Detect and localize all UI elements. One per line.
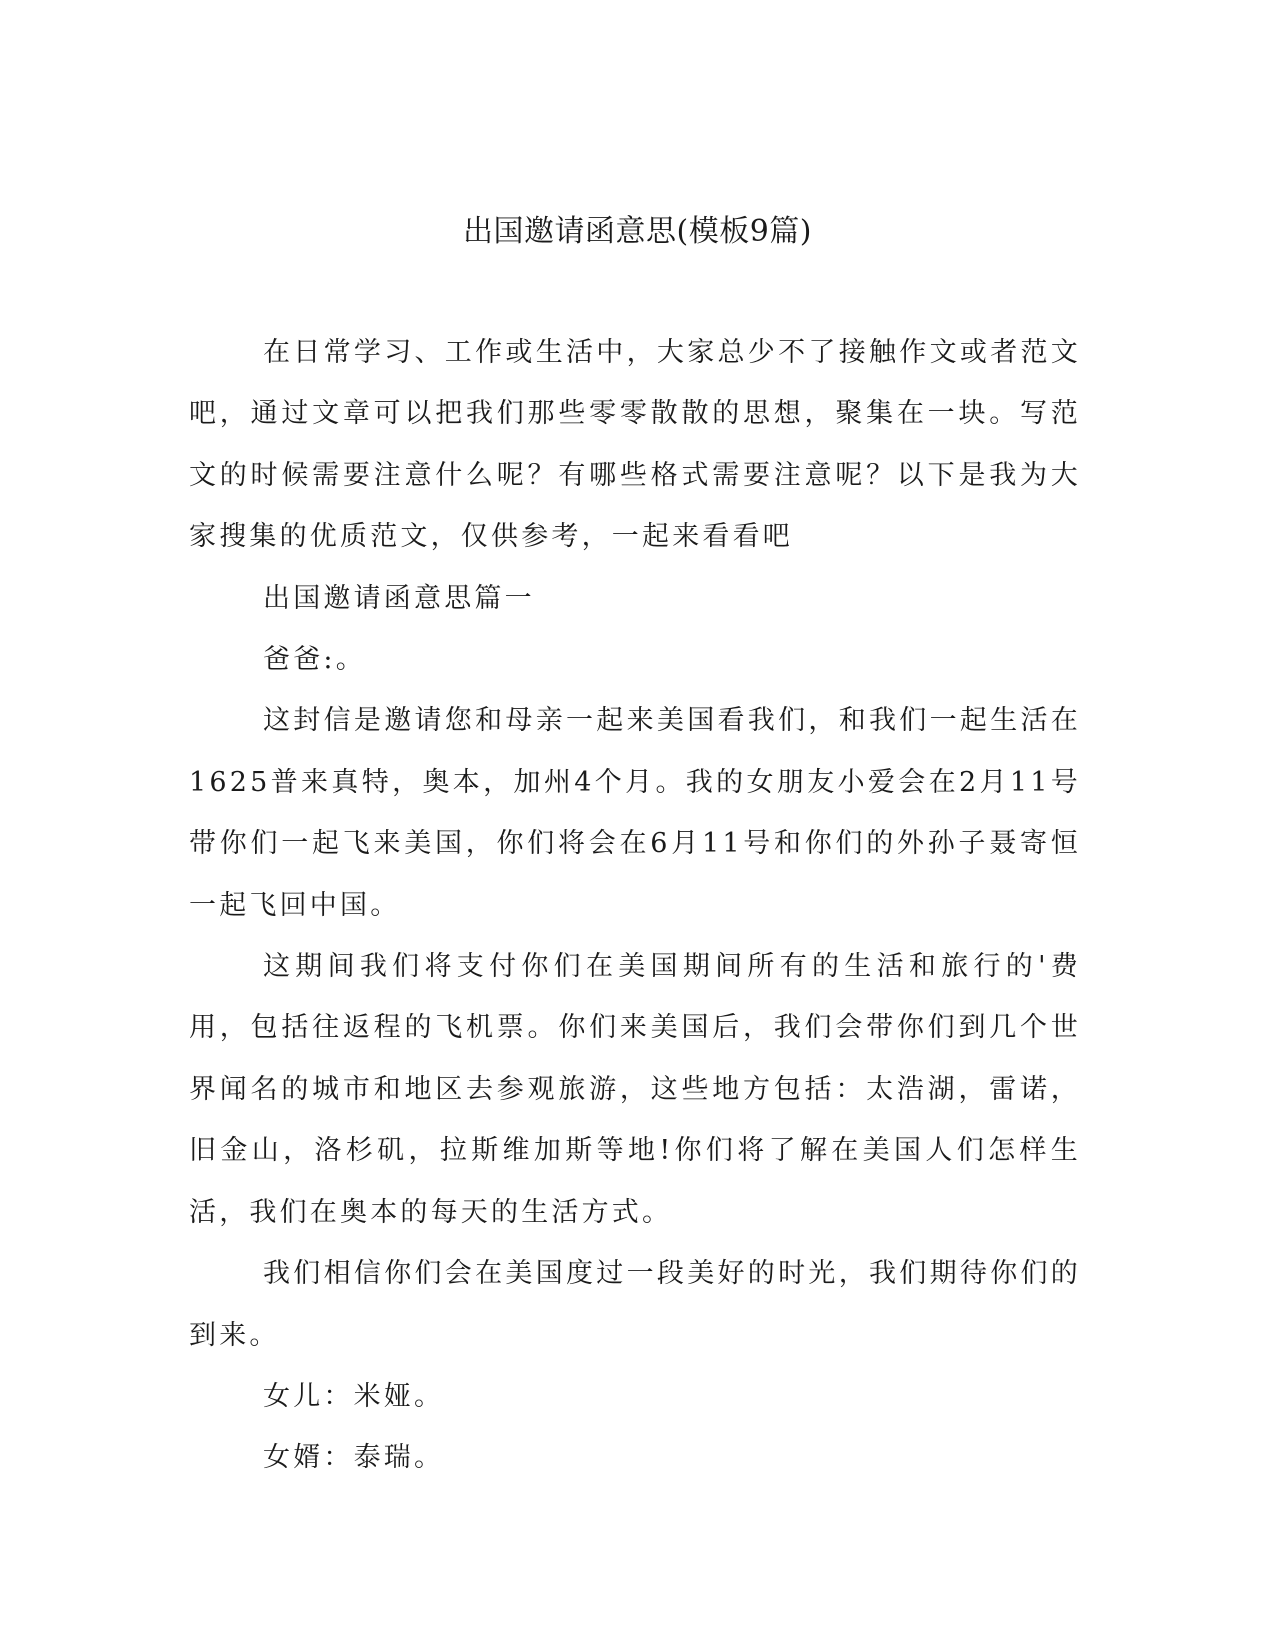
intro-paragraph: 在日常学习、工作或生活中，大家总少不了接触作文或者范文吧，通过文章可以把我们那些零零散散的思想，聚集在一块。写范文的时候需要注意什么呢？有哪些格式需要注意呢？以下是我为大家搜集的优质范文，仅供参考，一起来看看吧 <box>189 337 1081 553</box>
letter-paragraph: 这封信是邀请您和母亲一起来美国看我们，和我们一起生活在1625普来真特，奥本，加州4个月。我的女朋友小爱会在2月11号带你们一起飞来美国，你们将会在6月11号和你们的外孙子聂寄恒一起飞回中国。 <box>189 705 1081 921</box>
document-title: 出国邀请函意思(模板9篇) <box>463 214 812 249</box>
letter-signature-daughter: 女儿：米娅。 <box>263 1380 445 1412</box>
letter-paragraph: 这期间我们将支付你们在美国期间所有的生活和旅行的'费用，包括往返程的飞机票。你们来美国后，我们会带你们到几个世界闻名的城市和地区去参观旅游，这些地方包括：太浩湖，雷诺，旧金山，洛杉矶，拉斯维加斯等地!你们将了解在美国人们怎样生活，我们在奥本的每天的生活方式。 <box>189 951 1081 1228</box>
letter-salutation: 爸爸:。 <box>263 644 366 676</box>
document-body <box>189 322 1081 1489</box>
letter-paragraph: 我们相信你们会在美国度过一段美好的时光，我们期待你们的到来。 <box>189 1258 1081 1351</box>
section-heading: 出国邀请函意思篇一 <box>263 582 535 614</box>
letter-signature-son-in-law: 女婿：泰瑞。 <box>263 1442 445 1474</box>
